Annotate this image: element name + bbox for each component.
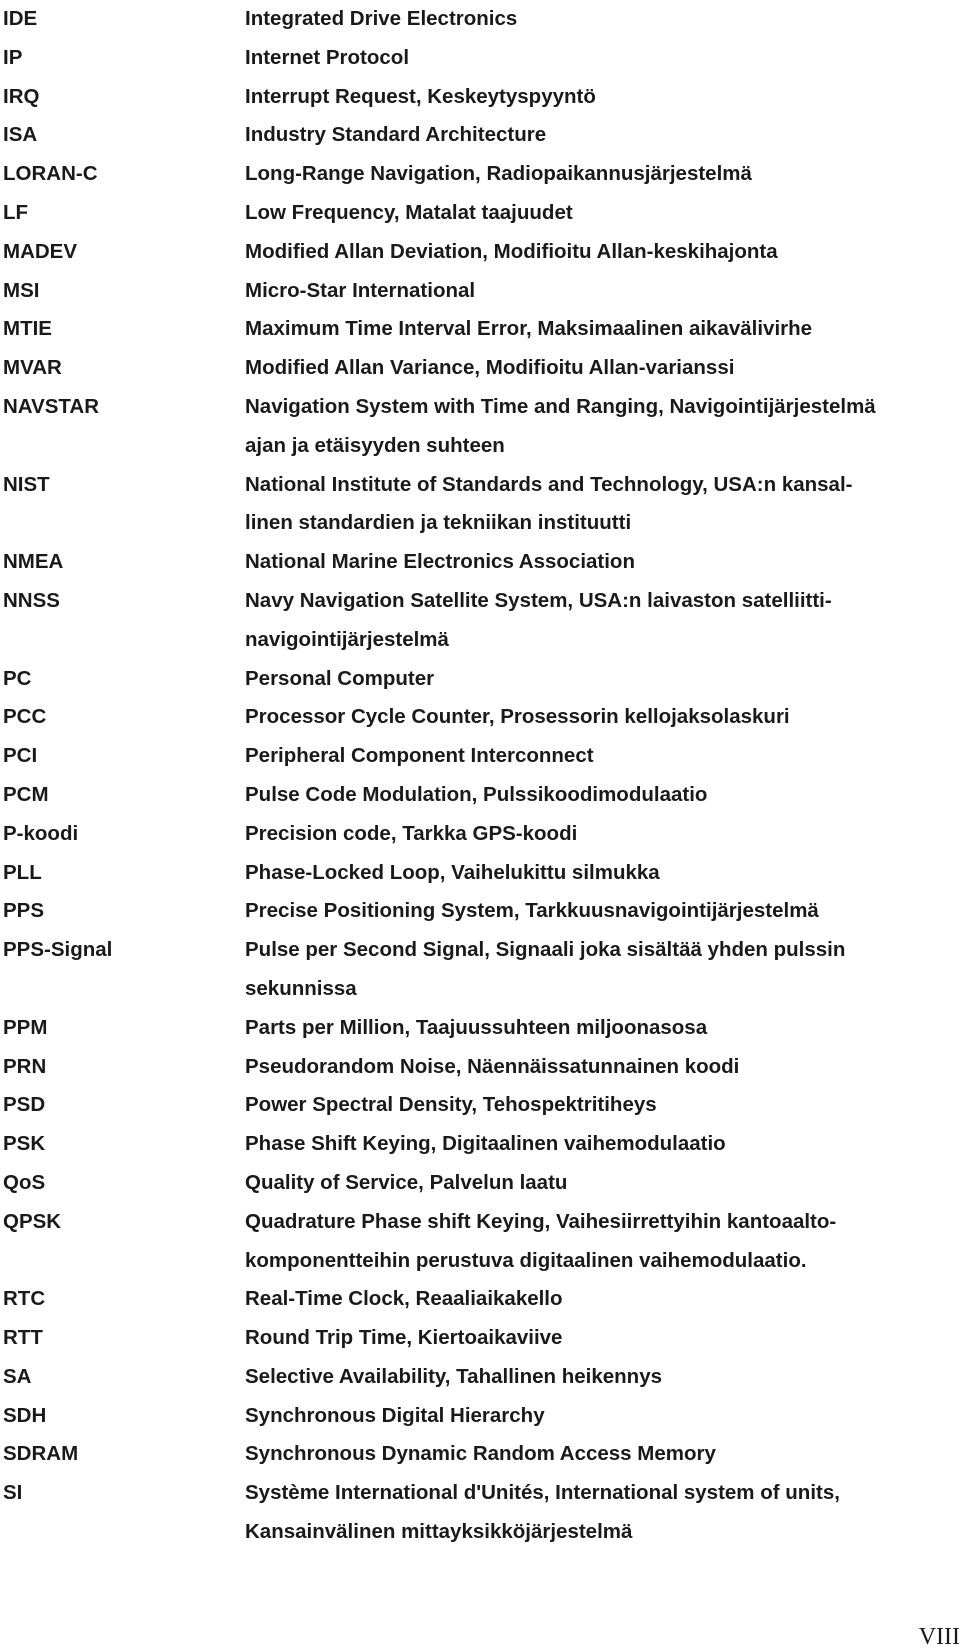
abbreviation-term: SI (3, 1481, 23, 1505)
abbreviation-term: PSK (3, 1132, 46, 1156)
abbreviation-definition (245, 116, 945, 155)
abbreviation-entry (0, 1397, 960, 1436)
abbreviation-term: LF (3, 200, 29, 224)
abbreviation-definition (245, 78, 945, 117)
definition-line: National Marine Electronics Association (245, 550, 635, 574)
definition-line: Modified Allan Deviation, Modifioitu Allan-keskihajonta (245, 239, 778, 263)
abbreviation-entry (0, 78, 960, 117)
definition-line: Pulse Code Modulation, Pulssikoodimodulaatio (245, 782, 708, 806)
abbreviation-entry (0, 854, 960, 893)
abbreviation-term: PCM (3, 782, 49, 806)
abbreviation-entry (0, 931, 960, 1009)
abbreviation-entry (0, 815, 960, 854)
abbreviation-term: PSD (3, 1093, 46, 1117)
abbreviation-entry (0, 1164, 960, 1203)
abbreviation-definition (245, 931, 945, 1009)
abbreviation-term: MADEV (3, 239, 78, 263)
definition-line: Processor Cycle Counter, Prosessorin kellojaksolaskuri (245, 705, 790, 729)
abbreviation-term: NAVSTAR (3, 394, 100, 418)
definition-line: Precision code, Tarkka GPS-koodi (245, 821, 578, 845)
abbreviation-entry (0, 892, 960, 931)
abbreviation-entry (0, 1048, 960, 1087)
abbreviation-definition (245, 1125, 945, 1164)
abbreviation-definition (245, 1435, 945, 1474)
abbreviation-term: NMEA (3, 550, 64, 574)
definition-line: Internet Protocol (245, 45, 410, 69)
abbreviation-entry (0, 1474, 960, 1552)
definition-line: navigointijärjestelmä (245, 627, 449, 651)
abbreviation-entry (0, 660, 960, 699)
abbreviation-term: MVAR (3, 356, 62, 380)
abbreviation-entry (0, 39, 960, 78)
abbreviation-entry (0, 1358, 960, 1397)
definition-line: Real-Time Clock, Reaaliaikakello (245, 1287, 563, 1311)
definition-line: Quadrature Phase shift Keying, Vaihesiirrettyihin kantoaalto- (245, 1209, 837, 1233)
abbreviation-definition (245, 1009, 945, 1048)
abbreviation-definition (245, 660, 945, 699)
abbreviation-definition (245, 310, 945, 349)
abbreviation-term: PCC (3, 705, 47, 729)
abbreviation-entry (0, 155, 960, 194)
definition-line: komponentteihin perustuva digitaalinen vaihemodulaatio. (245, 1248, 807, 1272)
abbreviation-entry (0, 1280, 960, 1319)
abbreviation-entry (0, 737, 960, 776)
abbreviation-term: ISA (3, 123, 38, 147)
abbreviation-definition (245, 1397, 945, 1436)
abbreviation-definition (245, 776, 945, 815)
definition-line: Precise Positioning System, Tarkkuusnavigointijärjestelmä (245, 899, 819, 923)
definition-line: Phase-Locked Loop, Vaihelukittu silmukka (245, 860, 660, 884)
abbreviation-entry (0, 116, 960, 155)
definition-line: Maximum Time Interval Error, Maksimaalinen aikavälivirhe (245, 317, 813, 341)
abbreviation-term: QoS (3, 1170, 46, 1194)
abbreviation-term: PPM (3, 1015, 48, 1039)
abbreviation-definition (245, 892, 945, 931)
definition-line: linen standardien ja tekniikan instituutti (245, 511, 632, 535)
abbreviation-entry (0, 0, 960, 39)
abbreviation-term: NNSS (3, 588, 60, 612)
definition-line: Personal Computer (245, 666, 435, 690)
definition-line: Navy Navigation Satellite System, USA:n laivaston satelliitti- (245, 588, 832, 612)
definition-line: Long-Range Navigation, Radiopaikannusjärjestelmä (245, 162, 752, 186)
abbreviation-entry (0, 776, 960, 815)
definition-line: Interrupt Request, Keskeytyspyyntö (245, 84, 596, 108)
abbreviation-term: PPS-Signal (3, 938, 113, 962)
abbreviation-term: IP (3, 45, 23, 69)
definition-line: Synchronous Dynamic Random Access Memory (245, 1442, 716, 1466)
definition-line: Quality of Service, Palvelun laatu (245, 1170, 568, 1194)
definition-line: Kansainvälinen mittayksikköjärjestelmä (245, 1520, 633, 1544)
definition-line: Integrated Drive Electronics (245, 7, 518, 30)
abbreviation-entry (0, 310, 960, 349)
abbreviation-term: IRQ (3, 84, 40, 108)
abbreviation-definition (245, 349, 945, 388)
definition-line: sekunnissa (245, 976, 357, 1000)
abbreviation-term: MSI (3, 278, 40, 302)
abbreviation-term: QPSK (3, 1209, 62, 1233)
abbreviation-term: MTIE (3, 317, 52, 341)
abbreviation-definition (245, 543, 945, 582)
abbreviation-entry (0, 1086, 960, 1125)
abbreviation-entry (0, 272, 960, 311)
definition-line: Pseudorandom Noise, Näennäissatunnainen koodi (245, 1054, 740, 1078)
abbreviation-term: SA (3, 1364, 32, 1388)
definition-line: Navigation System with Time and Ranging, Navigointijärjestelmä (245, 394, 876, 418)
definition-line: ajan ja etäisyyden suhteen (245, 433, 505, 457)
abbreviation-definition (245, 155, 945, 194)
abbreviation-entry (0, 349, 960, 388)
abbreviation-term: NIST (3, 472, 50, 496)
abbreviation-definition (245, 1280, 945, 1319)
abbreviation-term: RTC (3, 1287, 46, 1311)
abbreviation-definition (245, 0, 945, 39)
abbreviation-entry (0, 466, 960, 544)
abbreviation-definition (245, 194, 945, 233)
abbreviation-term: LORAN-C (3, 162, 98, 186)
abbreviation-definition (245, 815, 945, 854)
definition-line: Industry Standard Architecture (245, 123, 547, 147)
abbreviation-entry (0, 582, 960, 660)
definition-line: Parts per Million, Taajuussuhteen miljoonasosa (245, 1015, 708, 1039)
abbreviation-definition (245, 388, 945, 466)
abbreviation-definition (245, 1203, 945, 1281)
abbreviation-definition (245, 1319, 945, 1358)
abbreviation-definition (245, 854, 945, 893)
abbreviation-term: PPS (3, 899, 45, 923)
abbreviation-definition (245, 39, 945, 78)
definition-line: Pulse per Second Signal, Signaali joka sisältää yhden pulssin (245, 938, 846, 962)
abbreviation-term: P-koodi (3, 821, 79, 845)
abbreviation-definition (245, 737, 945, 776)
abbreviation-definition (245, 698, 945, 737)
definition-line: Selective Availability, Tahallinen heikennys (245, 1364, 662, 1388)
abbreviation-definition (245, 1048, 945, 1087)
abbreviation-definition (245, 272, 945, 311)
abbreviation-entry (0, 1435, 960, 1474)
abbreviation-term: SDH (3, 1403, 47, 1427)
abbreviation-entry (0, 1203, 960, 1281)
abbreviation-definition (245, 1474, 945, 1552)
definition-line: Power Spectral Density, Tehospektritiheys (245, 1093, 657, 1117)
definition-line: Micro-Star International (245, 278, 476, 302)
abbreviation-entry (0, 388, 960, 466)
definition-line: Synchronous Digital Hierarchy (245, 1403, 545, 1427)
abbreviation-term: PLL (3, 860, 42, 884)
definition-line: Système International d'Unités, International system of units, (245, 1481, 840, 1505)
page-number: VIII (918, 1624, 960, 1650)
abbreviation-definition (245, 233, 945, 272)
abbreviation-entry (0, 543, 960, 582)
abbreviation-definition (245, 466, 945, 544)
abbreviation-definition (245, 1086, 945, 1125)
abbreviation-entry (0, 1319, 960, 1358)
abbreviation-term: RTT (3, 1326, 43, 1350)
definition-line: Low Frequency, Matalat taajuudet (245, 200, 573, 224)
abbreviation-entry (0, 1009, 960, 1048)
definition-line: National Institute of Standards and Technology, USA:n kansal- (245, 472, 853, 496)
abbreviation-term: PCI (3, 744, 38, 768)
definition-line: Peripheral Component Interconnect (245, 744, 594, 768)
abbreviation-definition (245, 582, 945, 660)
abbreviation-entry (0, 194, 960, 233)
abbreviation-entry (0, 233, 960, 272)
abbreviation-definition (245, 1358, 945, 1397)
abbreviation-term: PRN (3, 1054, 47, 1078)
abbreviation-term: PC (3, 666, 32, 690)
abbreviation-entry (0, 1125, 960, 1164)
abbreviation-definition (245, 1164, 945, 1203)
abbreviation-entry (0, 698, 960, 737)
abbreviation-term: IDE (3, 7, 38, 30)
definition-line: Modified Allan Variance, Modifioitu Allan-varianssi (245, 356, 735, 380)
definition-line: Round Trip Time, Kiertoaikaviive (245, 1326, 563, 1350)
abbreviation-term: SDRAM (3, 1442, 79, 1466)
definition-line: Phase Shift Keying, Digitaalinen vaihemodulaatio (245, 1132, 726, 1156)
